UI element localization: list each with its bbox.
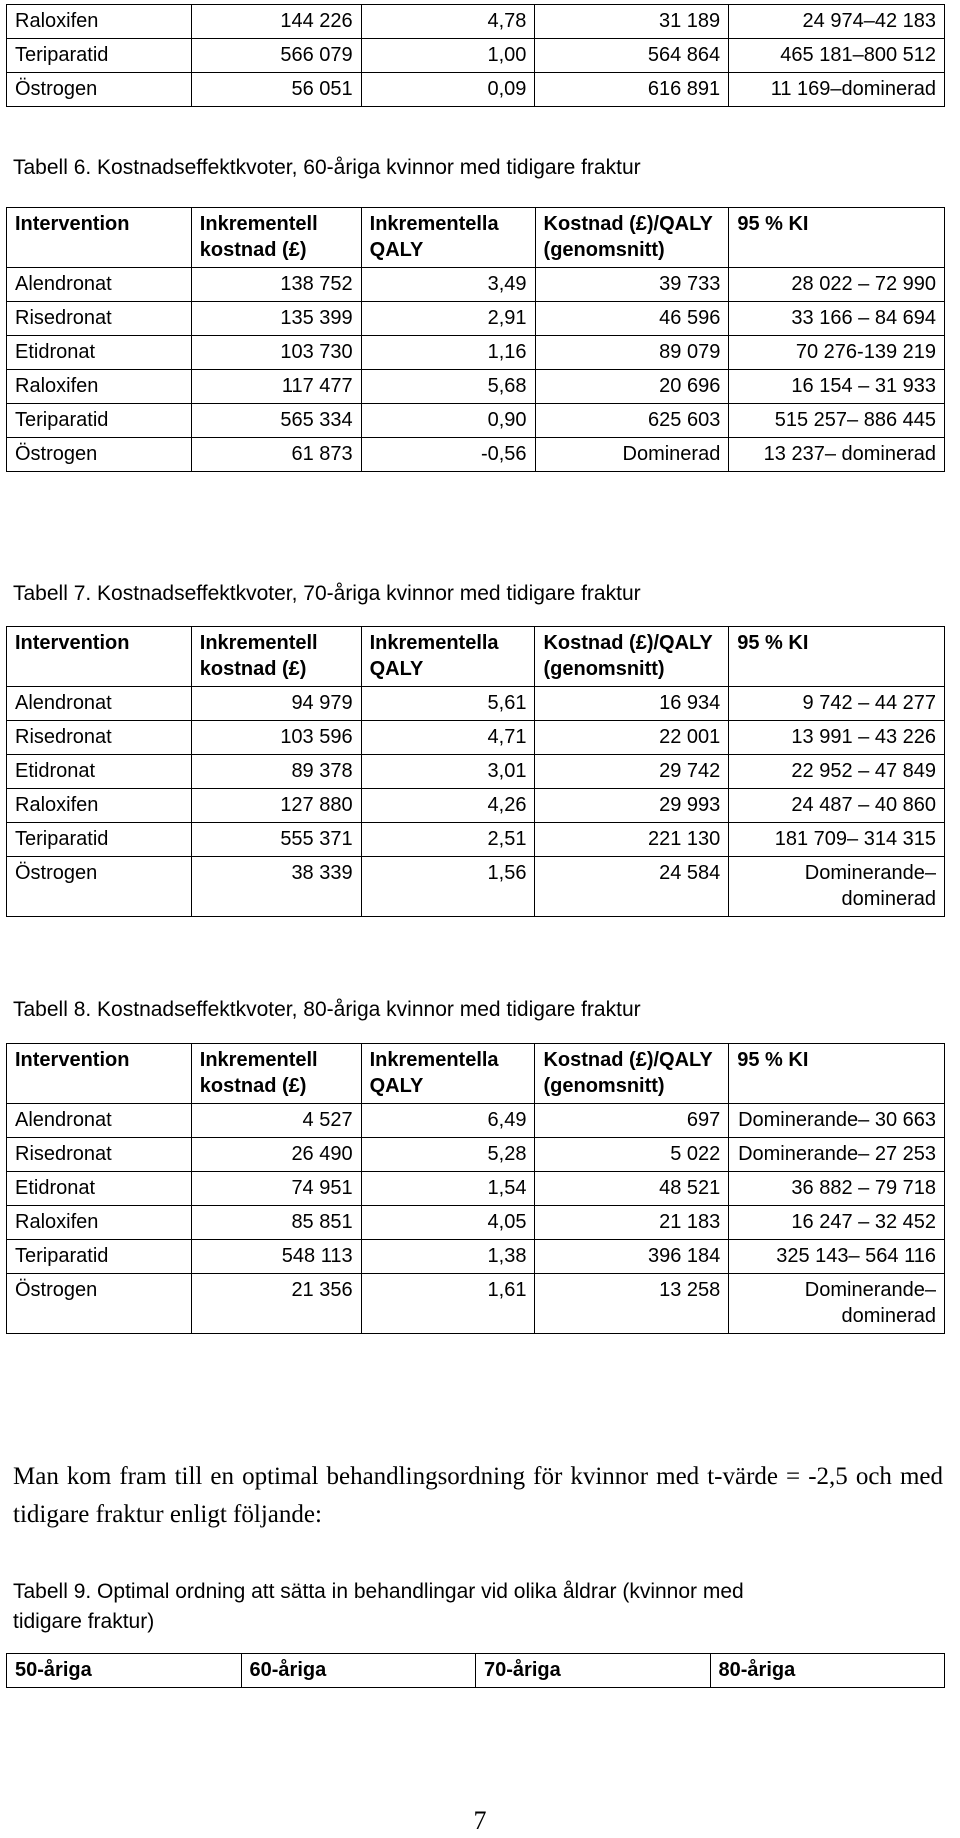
value-cell: 16 247 – 32 452 <box>729 1206 945 1240</box>
value-cell: 46 596 <box>535 302 729 336</box>
value-cell: 70 276-139 219 <box>729 336 945 370</box>
row-label-cell: Östrogen <box>7 1274 192 1334</box>
value-cell: 4,71 <box>361 721 535 755</box>
value-cell: 4 527 <box>191 1104 361 1138</box>
value-cell: 4,05 <box>361 1206 535 1240</box>
column-header: 70-åriga <box>476 1654 711 1688</box>
value-cell: 564 864 <box>535 39 729 73</box>
value-cell: 39 733 <box>535 268 729 302</box>
value-cell: 2,51 <box>361 823 535 857</box>
table-header <box>7 627 945 687</box>
table-row <box>7 1138 945 1172</box>
value-cell: Dominerande– dominerad <box>729 1274 945 1334</box>
table-row <box>7 1274 945 1334</box>
column-header: Inkrementella QALY <box>361 208 535 268</box>
value-cell: 85 851 <box>191 1206 361 1240</box>
value-cell: 26 490 <box>191 1138 361 1172</box>
row-label-cell: Etidronat <box>7 1172 192 1206</box>
table-9-caption-line-1: Tabell 9. Optimal ordning att sätta in behandlingar vid olika åldrar (kvinnor med <box>13 1580 744 1603</box>
value-cell: 20 696 <box>535 370 729 404</box>
table-5-continuation <box>6 4 945 107</box>
value-cell: 21 356 <box>191 1274 361 1334</box>
value-cell: 9 742 – 44 277 <box>729 687 945 721</box>
table-row <box>7 687 945 721</box>
value-cell: 11 169–dominerad <box>729 73 945 107</box>
value-cell: 697 <box>535 1104 729 1138</box>
value-cell: 21 183 <box>535 1206 729 1240</box>
value-cell: 548 113 <box>191 1240 361 1274</box>
table-body <box>7 687 945 917</box>
table-9-caption-line-2: tidigare fraktur) <box>13 1610 155 1633</box>
value-cell: 0,09 <box>361 73 535 107</box>
column-header: Inkrementella QALY <box>361 627 535 687</box>
table-8 <box>6 1043 945 1334</box>
value-cell: Dominerande– dominerad <box>729 857 945 917</box>
value-cell: 31 189 <box>535 5 729 39</box>
row-label-cell: Risedronat <box>7 721 192 755</box>
value-cell: 28 022 – 72 990 <box>729 268 945 302</box>
row-label-cell: Etidronat <box>7 336 192 370</box>
table-7-caption: Tabell 7. Kostnadseffektkvoter, 70-åriga kvinnor med tidigare fraktur <box>13 582 641 605</box>
value-cell: 1,56 <box>361 857 535 917</box>
value-cell: 127 880 <box>191 789 361 823</box>
value-cell: 135 399 <box>191 302 361 336</box>
value-cell: 625 603 <box>535 404 729 438</box>
row-label-cell: Alendronat <box>7 687 192 721</box>
value-cell: 13 258 <box>535 1274 729 1334</box>
column-header: Intervention <box>7 1044 192 1104</box>
table-row <box>7 302 945 336</box>
value-cell: 89 378 <box>191 755 361 789</box>
table-row <box>7 370 945 404</box>
column-header: Intervention <box>7 627 192 687</box>
value-cell: 5,61 <box>361 687 535 721</box>
table-6-caption: Tabell 6. Kostnadseffektkvoter, 60-åriga kvinnor med tidigare fraktur <box>13 156 641 179</box>
table-row <box>7 755 945 789</box>
value-cell: 16 154 – 31 933 <box>729 370 945 404</box>
column-header: Kostnad (£)/QALY (genomsnitt) <box>535 627 729 687</box>
column-header: Kostnad (£)/QALY (genomsnitt) <box>535 208 729 268</box>
value-cell: 5 022 <box>535 1138 729 1172</box>
row-label-cell: Raloxifen <box>7 1206 192 1240</box>
value-cell: 144 226 <box>191 5 361 39</box>
value-cell: 89 079 <box>535 336 729 370</box>
table-row <box>7 5 945 39</box>
value-cell: 103 596 <box>191 721 361 755</box>
value-cell: 74 951 <box>191 1172 361 1206</box>
table-header <box>7 1044 945 1104</box>
value-cell: 56 051 <box>191 73 361 107</box>
row-label-cell: Östrogen <box>7 857 192 917</box>
value-cell: 22 001 <box>535 721 729 755</box>
value-cell: 5,68 <box>361 370 535 404</box>
value-cell: 138 752 <box>191 268 361 302</box>
value-cell: 38 339 <box>191 857 361 917</box>
table-row <box>7 336 945 370</box>
value-cell: 4,26 <box>361 789 535 823</box>
column-header: 50-åriga <box>7 1654 242 1688</box>
row-label-cell: Östrogen <box>7 73 192 107</box>
value-cell: Dominerad <box>535 438 729 472</box>
row-label-cell: Raloxifen <box>7 370 192 404</box>
column-header: 95 % KI <box>729 208 945 268</box>
column-header: Inkrementell kostnad (£) <box>191 627 361 687</box>
table-header <box>7 208 945 268</box>
table-8-caption: Tabell 8. Kostnadseffektkvoter, 80-åriga kvinnor med tidigare fraktur <box>13 998 641 1021</box>
value-cell: 29 742 <box>535 755 729 789</box>
table-header <box>7 1654 945 1688</box>
column-header: 95 % KI <box>729 1044 945 1104</box>
table-row <box>7 789 945 823</box>
column-header: Inkrementell kostnad (£) <box>191 1044 361 1104</box>
value-cell: 1,00 <box>361 39 535 73</box>
row-label-cell: Raloxifen <box>7 5 192 39</box>
table-row <box>7 438 945 472</box>
header-row <box>7 1044 945 1104</box>
table-row <box>7 1206 945 1240</box>
row-label-cell: Teriparatid <box>7 404 192 438</box>
value-cell: 396 184 <box>535 1240 729 1274</box>
table-row <box>7 1240 945 1274</box>
header-row <box>7 208 945 268</box>
table-row <box>7 39 945 73</box>
value-cell: 1,54 <box>361 1172 535 1206</box>
value-cell: 13 991 – 43 226 <box>729 721 945 755</box>
value-cell: 1,61 <box>361 1274 535 1334</box>
column-header: Inkrementell kostnad (£) <box>191 208 361 268</box>
value-cell: 6,49 <box>361 1104 535 1138</box>
row-label-cell: Risedronat <box>7 302 192 336</box>
value-cell: 103 730 <box>191 336 361 370</box>
value-cell: 3,01 <box>361 755 535 789</box>
table-body <box>7 5 945 107</box>
value-cell: 555 371 <box>191 823 361 857</box>
table-7 <box>6 626 945 917</box>
table-body <box>7 268 945 472</box>
column-header: Kostnad (£)/QALY (genomsnitt) <box>535 1044 729 1104</box>
header-row <box>7 627 945 687</box>
row-label-cell: Alendronat <box>7 268 192 302</box>
value-cell: 24 974–42 183 <box>729 5 945 39</box>
value-cell: 117 477 <box>191 370 361 404</box>
row-label-cell: Raloxifen <box>7 789 192 823</box>
value-cell: 24 584 <box>535 857 729 917</box>
body-paragraph: Man kom fram till en optimal behandlingsordning för kvinnor med t-värde = -2,5 och med tidigare fraktur enligt följande: <box>13 1463 943 1528</box>
row-label-cell: Risedronat <box>7 1138 192 1172</box>
value-cell: 22 952 – 47 849 <box>729 755 945 789</box>
column-header: 80-åriga <box>710 1654 945 1688</box>
value-cell: 33 166 – 84 694 <box>729 302 945 336</box>
table-6 <box>6 207 945 472</box>
row-label-cell: Teriparatid <box>7 39 192 73</box>
value-cell: 325 143– 564 116 <box>729 1240 945 1274</box>
value-cell: 94 979 <box>191 687 361 721</box>
value-cell: Dominerande– 30 663 <box>729 1104 945 1138</box>
column-header: 60-åriga <box>241 1654 476 1688</box>
value-cell: 515 257– 886 445 <box>729 404 945 438</box>
table-row <box>7 404 945 438</box>
table-row <box>7 1104 945 1138</box>
value-cell: 61 873 <box>191 438 361 472</box>
value-cell: 24 487 – 40 860 <box>729 789 945 823</box>
row-label-cell: Etidronat <box>7 755 192 789</box>
table-row <box>7 823 945 857</box>
value-cell: 3,49 <box>361 268 535 302</box>
value-cell: 16 934 <box>535 687 729 721</box>
column-header: Intervention <box>7 208 192 268</box>
value-cell: 13 237– dominerad <box>729 438 945 472</box>
value-cell: 616 891 <box>535 73 729 107</box>
table-row <box>7 857 945 917</box>
header-row <box>7 1654 945 1688</box>
value-cell: 1,16 <box>361 336 535 370</box>
value-cell: 2,91 <box>361 302 535 336</box>
table-row <box>7 721 945 755</box>
value-cell: Dominerande– 27 253 <box>729 1138 945 1172</box>
row-label-cell: Teriparatid <box>7 823 192 857</box>
value-cell: 181 709– 314 315 <box>729 823 945 857</box>
value-cell: 1,38 <box>361 1240 535 1274</box>
table-9 <box>6 1653 945 1688</box>
value-cell: 29 993 <box>535 789 729 823</box>
value-cell: 4,78 <box>361 5 535 39</box>
value-cell: 48 521 <box>535 1172 729 1206</box>
value-cell: 565 334 <box>191 404 361 438</box>
value-cell: -0,56 <box>361 438 535 472</box>
value-cell: 0,90 <box>361 404 535 438</box>
value-cell: 36 882 – 79 718 <box>729 1172 945 1206</box>
table-row <box>7 73 945 107</box>
value-cell: 566 079 <box>191 39 361 73</box>
table-body <box>7 1104 945 1334</box>
row-label-cell: Östrogen <box>7 438 192 472</box>
value-cell: 465 181–800 512 <box>729 39 945 73</box>
value-cell: 5,28 <box>361 1138 535 1172</box>
column-header: Inkrementella QALY <box>361 1044 535 1104</box>
table-row <box>7 1172 945 1206</box>
row-label-cell: Teriparatid <box>7 1240 192 1274</box>
table-row <box>7 268 945 302</box>
row-label-cell: Alendronat <box>7 1104 192 1138</box>
value-cell: 221 130 <box>535 823 729 857</box>
column-header: 95 % KI <box>729 627 945 687</box>
page-number: 7 <box>473 1806 487 1835</box>
